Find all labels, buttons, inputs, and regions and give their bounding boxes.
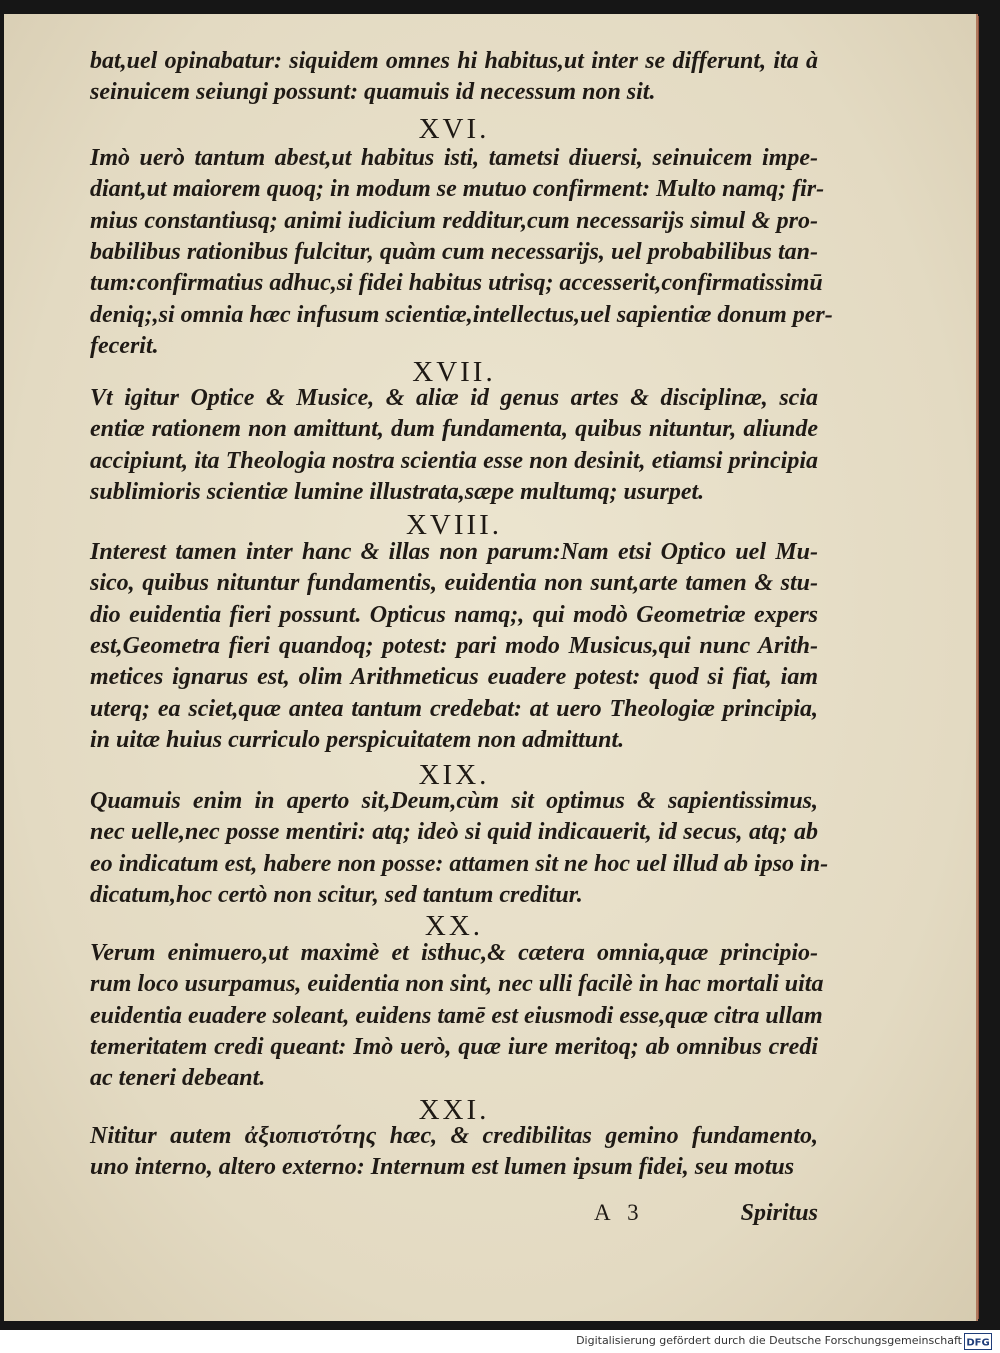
text-line: metices ignarus est, olim Arithmeticus euadere potest: quod si fiat, iam <box>90 664 818 691</box>
footer-bar <box>0 1330 1000 1353</box>
text-line: ac teneri debeant. <box>90 1065 266 1092</box>
text-line: euidentia euadere soleant, euidens tamē est eiusmodi esse,quæ citra ullam <box>90 1002 823 1029</box>
text-line: nec uelle,nec posse mentiri: atq; ideò si quid indicauerit, id secus, atq; ab <box>90 819 818 846</box>
dfg-logo-text: DFG <box>966 1337 990 1349</box>
text-line: babilibus rationibus fulcitur, quàm cum necessarijs, uel probabilibus tan- <box>90 238 818 265</box>
section-heading: XVI. <box>418 113 490 145</box>
catchword: Spiritus <box>740 1200 818 1226</box>
text-line: dicatum,hoc certò non scitur, sed tantum creditur. <box>90 881 583 908</box>
text-line: seinuicem seiungi possunt: quamuis id necessum non sit. <box>90 79 656 106</box>
text-line: uno interno, altero externo: Internum est lumen ipsum fidei, seu motus <box>90 1154 795 1181</box>
text-line: rum loco usurpamus, euidentia non sint, nec ulli facilè in hac mortali uita <box>90 971 824 998</box>
section-heading: XIX. <box>418 759 490 791</box>
text-line: Imò uerò tantum abest,ut habitus isti, tametsi diuersi, seinuicem impe- <box>90 145 818 171</box>
text-line: deniq;,si omnia hæc infusum scientiæ,intellectus,uel sapientiæ donum per- <box>90 301 833 328</box>
book-page <box>4 14 978 1321</box>
text-line: Quamuis enim in aperto sit,Deum,cùm sit optimus & sapientissimus, <box>90 788 818 814</box>
funding-credit: Digitalisierung gefördert durch die Deutsche Forschungsgemeinschaft <box>576 1334 962 1347</box>
section-heading: XX. <box>424 910 484 942</box>
text-line: Interest tamen inter hanc & illas non parum:Nam etsi Optico uel Mu- <box>90 539 818 565</box>
dfg-logo <box>964 1333 992 1350</box>
text-line: est,Geometra fieri quandoq; potest: pari modo Musicus,qui nunc Arith- <box>90 632 818 659</box>
signature-mark: A 3 <box>594 1200 645 1225</box>
text-line: entiæ rationem non amittunt, dum fundamenta, quibus nituntur, aliunde <box>90 416 818 443</box>
text-line: temeritatem credi queant: Imò uerò, quæ iure meritoq; ab omnibus credi <box>90 1033 818 1060</box>
text-line: in uitæ huius curriculo perspicuitatem non admittunt. <box>90 726 625 753</box>
text-line: uterq; ea sciet,quæ antea tantum credebat: at uero Theologiæ principia, <box>90 695 818 722</box>
text-line: accipiunt, ita Theologia nostra scientia esse non desinit, etiamsi principia <box>90 447 818 474</box>
section-heading: XVIII. <box>405 509 503 541</box>
text-line: diant,ut maiorem quoq; in modum se mutuo confirment: Multo namq; fir- <box>90 176 825 203</box>
text-line: Verum enimuero,ut maximè et isthuc,& cætera omnia,quæ principio- <box>90 940 818 966</box>
text-line: bat,uel opinabatur: siquidem omnes hi habitus,ut inter se differunt, ita à <box>90 48 818 74</box>
text-line: Nititur autem ἀξιοπιστότης hæc, & credibilitas gemino fundamento, <box>90 1123 818 1149</box>
text-line: mius constantiusq; animi iudicium redditur,cum necessarijs simul & pro- <box>90 207 818 234</box>
section-heading: XXI. <box>418 1094 490 1126</box>
text-line: fecerit. <box>90 332 159 359</box>
text-line: Vt igitur Optice & Musice, & aliæ id genus artes & disciplinæ, scia <box>90 385 818 411</box>
text-line: eo indicatum est, habere non posse: attamen sit ne hoc uel illud ab ipso in- <box>90 850 829 877</box>
text-line: sublimioris scientiæ lumine illustrata,sæpe multumq; usurpet. <box>90 478 705 505</box>
text-line: dio euidentia fieri possunt. Opticus namq;, qui modò Geometriæ expers <box>90 601 818 628</box>
text-line: sico, quibus nituntur fundamentis, euidentia non sunt,arte tamen & stu- <box>90 570 818 597</box>
text-line: tum:confirmatius adhuc,si fidei habitus utrisq; accesserit,confirmatissimū <box>90 270 823 297</box>
section-heading: XVII. <box>412 356 496 388</box>
